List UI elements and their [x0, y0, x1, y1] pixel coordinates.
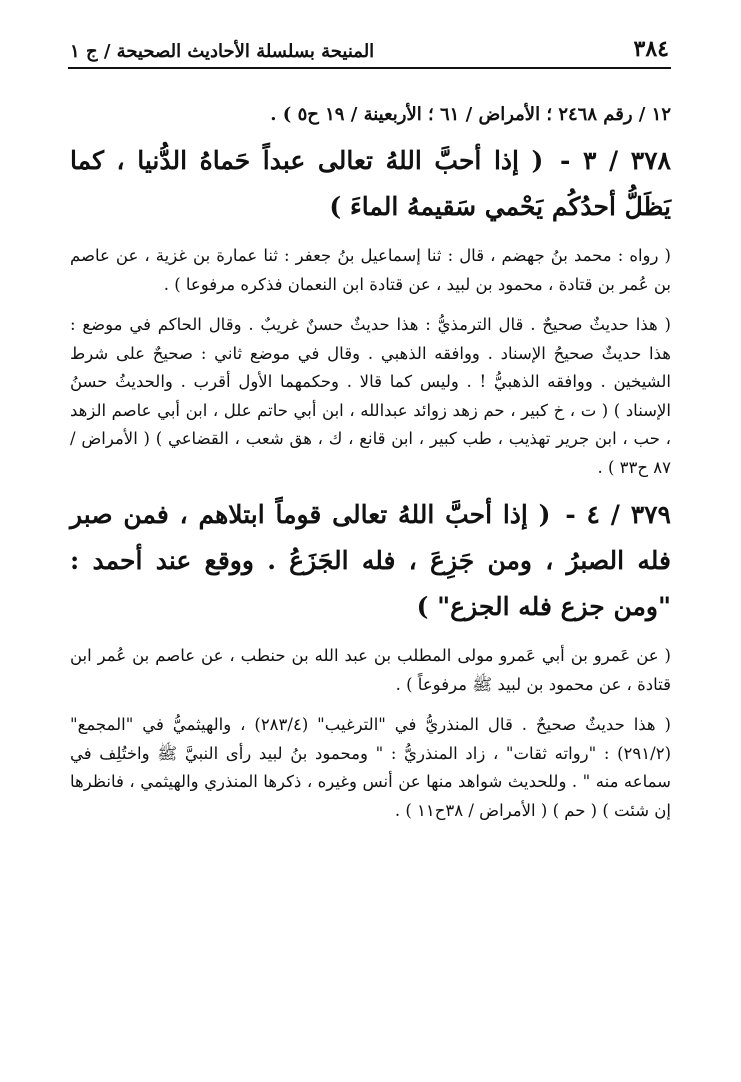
header-rule — [68, 67, 671, 69]
hadith-378-chain: ( رواه : محمد بنُ جهضم ، قال : ثنا إسماعيل بنُ جعفر : ثنا عمارة بن غزية ، عن عاصم بن عُمر بن قتادة ، محمود بن لبيد ، عن قتادة ابن النعمان فذكره مرفوعا ) . — [70, 246, 671, 294]
page-body — [70, 100, 671, 825]
hadith-379-chain: ( عن عَمرو بن أبي عَمرو مولى المطلب بن عبد الله بن حنطب ، عن عاصم بن عُمر ابن قتادة ، عن محمود بن لبيد ﷺ مرفوعاً ) . — [70, 646, 671, 694]
hadith-378-comment: ( هذا حديثٌ صحيحٌ . قال الترمذيُّ : هذا حديثٌ حسنٌ غريبٌ . وقال الحاكم في موضع : هذا حديثٌ صحيحُ الإسناد . ووافقه الذهبي . وقال في موضع ثاني : صحيحٌ على شرط الشيخين . ووافقه الذهبيُّ ! . وليس كما قالا . وحكمهما الأول أقرب . والحديثُ حسنُ الإسناد ) ( ت ، خ كبير ، حم زهد زوائد عبدالله ، ابن أبي حاتم علل ، ابن أبي عاصم الزهد ، حب ، ابن جرير تهذيب ، طب كبير ، ابن قانع ، ك ، هق شعب ، القضاعي ) ( الأمراض / ٨٧ ح٣٣ ) . — [70, 315, 671, 477]
page-number: ٣٨٤ — [633, 36, 669, 62]
hadith-379-text: ( إذا أحبَّ اللهُ تعالى قوماً ابتلاهم ، فمن صبر فله الصبرُ ، ومن جَزِعَ ، فله الجَزَعُ . ووقع عند أحمد : "ومن جزع فله الجزع" ) — [70, 500, 671, 621]
hadith-378-text: ( إذا أحبَّ اللهُ تعالى عبداً حَماهُ الدُّنيا ، كما يَظَلُّ أحدُكُم يَحْمي سَقيمهُ الماءَ ) — [70, 146, 671, 221]
previous-reference: ١٢ / رقم ٢٤٦٨ ؛ الأمراض / ٦١ ؛ الأربعينة / ١٩ ح٥ ) . — [270, 104, 671, 125]
hadith-378 — [70, 138, 671, 230]
hadith-378-number: ٣٧٨ / ٣ - — [559, 146, 671, 175]
running-title: المنيحة بسلسلة الأحاديث الصحيحة / ج ١ — [70, 41, 375, 62]
hadith-379 — [70, 492, 671, 630]
spacer — [70, 482, 671, 492]
hadith-379-comment: ( هذا حديثٌ صحيحٌ . قال المنذريُّ في "الترغيب" (٢٨٣/٤) ، والهيثميُّ في "المجمع" (٢٩١/٢) : "رواته ثقات" ، زاد المنذريُّ : " ومحمود بنُ لبيد رأى النبيَّ ﷺ واختُلِف في سماعه منه " . وللحديث شواهد منها عن أنس وغيره ، ذكرها المنذري والهيثمي ، فانظرها إن شئت ) ( حم ) ( الأمراض / ٣٨ح١١ ) . — [70, 715, 671, 820]
page-header — [70, 30, 669, 62]
hadith-379-number: ٣٧٩ / ٤ - — [565, 500, 671, 529]
